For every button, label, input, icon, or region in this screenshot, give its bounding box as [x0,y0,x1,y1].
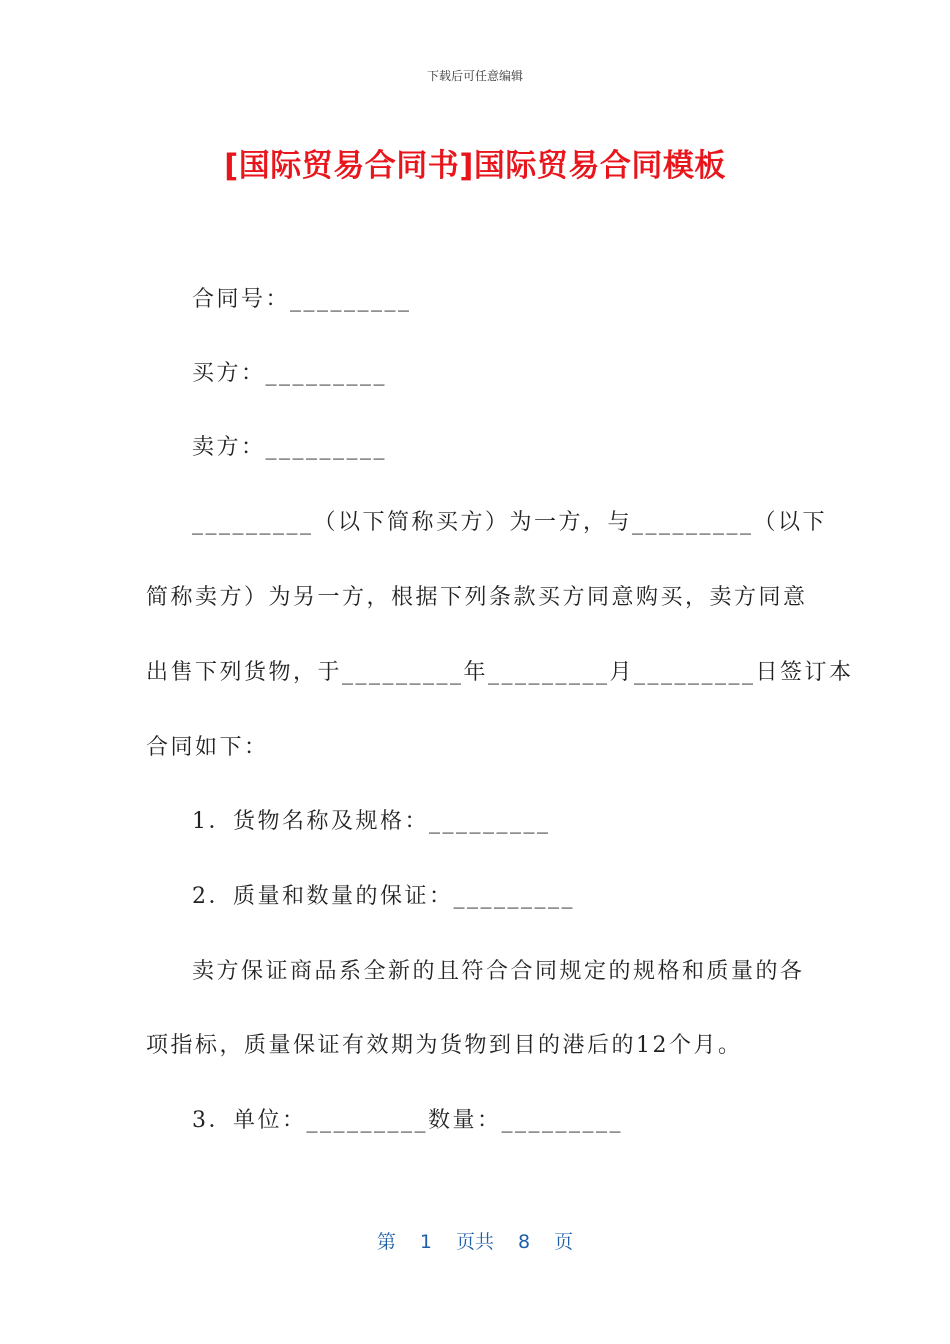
parties-paragraph-line-4: 合同如下： [146,735,269,760]
footer-page-unit: 页 [554,1231,574,1253]
parties-paragraph-line-1: _________（以下简称买方）为一方，与_________（以下 [192,510,828,535]
clause-goods-name: 1．货物名称及规格：_________ [192,809,551,834]
footer-page-number: 1 [419,1231,432,1253]
footer-page-of: 页共 [455,1231,494,1253]
quality-paragraph-line-2: 项指标，质量保证有效期为货物到目的港后的12个月。 [146,1033,743,1058]
clause-quality-guarantee: 2．质量和数量的保证：_________ [192,884,575,909]
quality-paragraph-line-1: 卖方保证商品系全新的且符合合同规定的规格和质量的各 [192,959,805,984]
parties-paragraph-line-2: 简称卖方）为另一方，根据下列条款买方同意购买，卖方同意 [146,585,808,610]
contract-number-line: 合同号：_________ [192,287,412,312]
clause-unit-quantity: 3．单位：_________数量：_________ [192,1108,623,1133]
parties-paragraph-line-3: 出售下列货物，于_________年_________月_________日签订本 [146,660,854,685]
seller-line: 卖方：_________ [192,435,388,460]
footer-total-pages: 8 [518,1231,531,1253]
footer-page-word: 第 [376,1231,396,1253]
buyer-line: 买方：_________ [192,361,388,386]
document-title: [国际贸易合同书]国际贸易合同模板 [224,148,726,184]
header-note: 下载后可任意编辑 [426,69,523,83]
page-footer [0,1227,950,1254]
